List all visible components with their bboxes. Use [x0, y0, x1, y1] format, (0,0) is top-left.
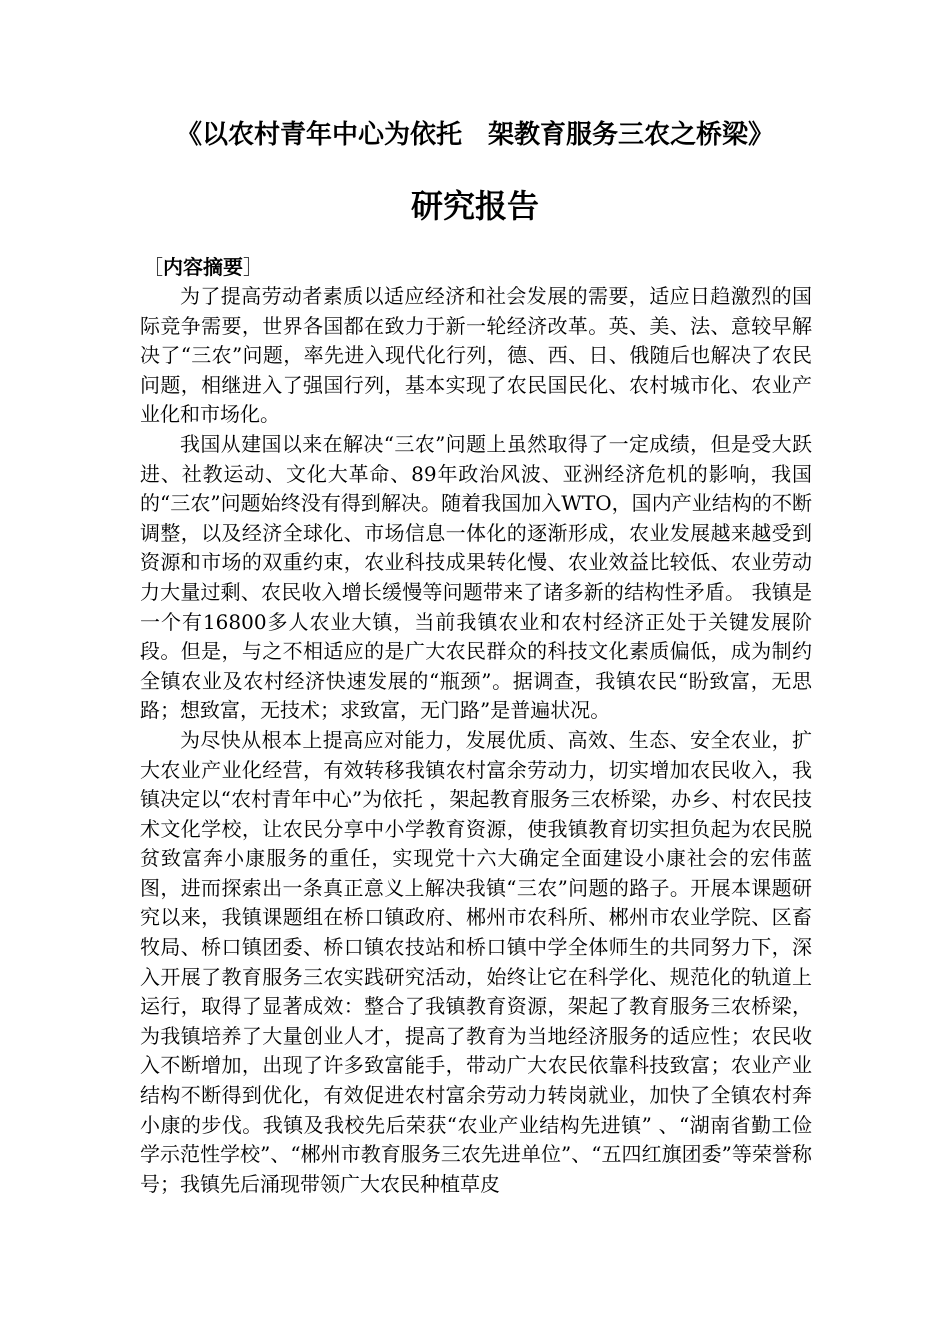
abstract-heading-label: 内容摘要 [163, 255, 243, 279]
abstract-body [140, 282, 812, 1199]
abstract-heading [143, 252, 263, 282]
document-title: 《以农村青年中心为依托 架教育服务三农之桥梁》 [175, 120, 774, 150]
document-subtitle: 研究报告 [410, 187, 539, 225]
abstract-paragraph-1: 为了提高劳动者素质以适应经济和社会发展的需要，适应日趋激烈的国际竞争需要，世界各国都在致力于新一轮经济改革。英、美、法、意较早解决了“三农”问题，率先进入现代化行列，德、西、日、俄随后也解决了农民问题，相继进入了强国行列，基本实现了农民国民化、农村城市化、农业产业化和市场化。 [140, 284, 812, 427]
abstract-heading-open-bracket: ［ [143, 255, 163, 279]
abstract-paragraph-3: 为尽快从根本上提高应对能力，发展优质、高效、生态、安全农业，扩大农业产业化经营，有效转移我镇农村富余劳动力，切实增加农民收入，我镇决定以“农村青年中心”为依托 ，架起教育服务三农桥梁，办乡、村农民技术文化学校，让农民分享中小学教育资源，使我镇教育切实担负起为农民脱贫致富奔小康服务的重任，实现党十六大确定全面建设小康社会的宏伟蓝图，进而探索出一条真正意义上解决我镇“三农”问题的路子。开展本课题研究以来，我镇课题组在桥口镇政府、郴州市农科所、郴州市农业学院、区畜牧局、桥口镇团委、桥口镇农技站和桥口镇中学全体师生的共同努力下，深入开展了教育服务三农实践研究活动，始终让它在科学化、规范化的轨道上运行，取得了显著成效：整合了我镇教育资源，架起了教育服务三农桥梁，为我镇培养了大量创业人才，提高了教育为当地经济服务的适应性；农民收入不断增加，出现了许多致富能手，带动广大农民依靠科技致富；农业产业结构不断得到优化，有效促进农村富余劳动力转岗就业，加快了全镇农村奔小康的步伐。我镇及我校先后荣获“农业产业结构先进镇” 、“湖南省勤工俭学示范性学校”、“郴州市教育服务三农先进单位”、“五四红旗团委”等荣誉称号；我镇先后涌现带领广大农民种植草皮 [140, 727, 812, 1196]
abstract-paragraph-2: 我国从建国以来在解决“三农”问题上虽然取得了一定成绩，但是受大跃进、社教运动、文化大革命、89年政治风波、亚洲经济危机的影响，我国的“三农”问题始终没有得到解决。随着我国加入WTO，国内产业结构的不断调整，以及经济全球化、市场信息一体化的逐渐形成，农业发展越来越受到资源和市场的双重约束，农业科技成果转化慢、农业效益比较低、农业劳动力大量过剩、农民收入增长缓慢等问题带来了诸多新的结构性矛盾。 我镇是一个有16800多人农业大镇，当前我镇农业和农村经济正处于关键发展阶段。但是，与之不相适应的是广大农民群众的科技文化素质偏低，成为制约全镇农业及农村经济快速发展的“瓶颈”。据调查，我镇农民“盼致富，无思路；想致富，无技术；求致富，无门路”是普遍状况。 [140, 431, 812, 723]
abstract-heading-close-bracket: ］ [243, 255, 263, 279]
